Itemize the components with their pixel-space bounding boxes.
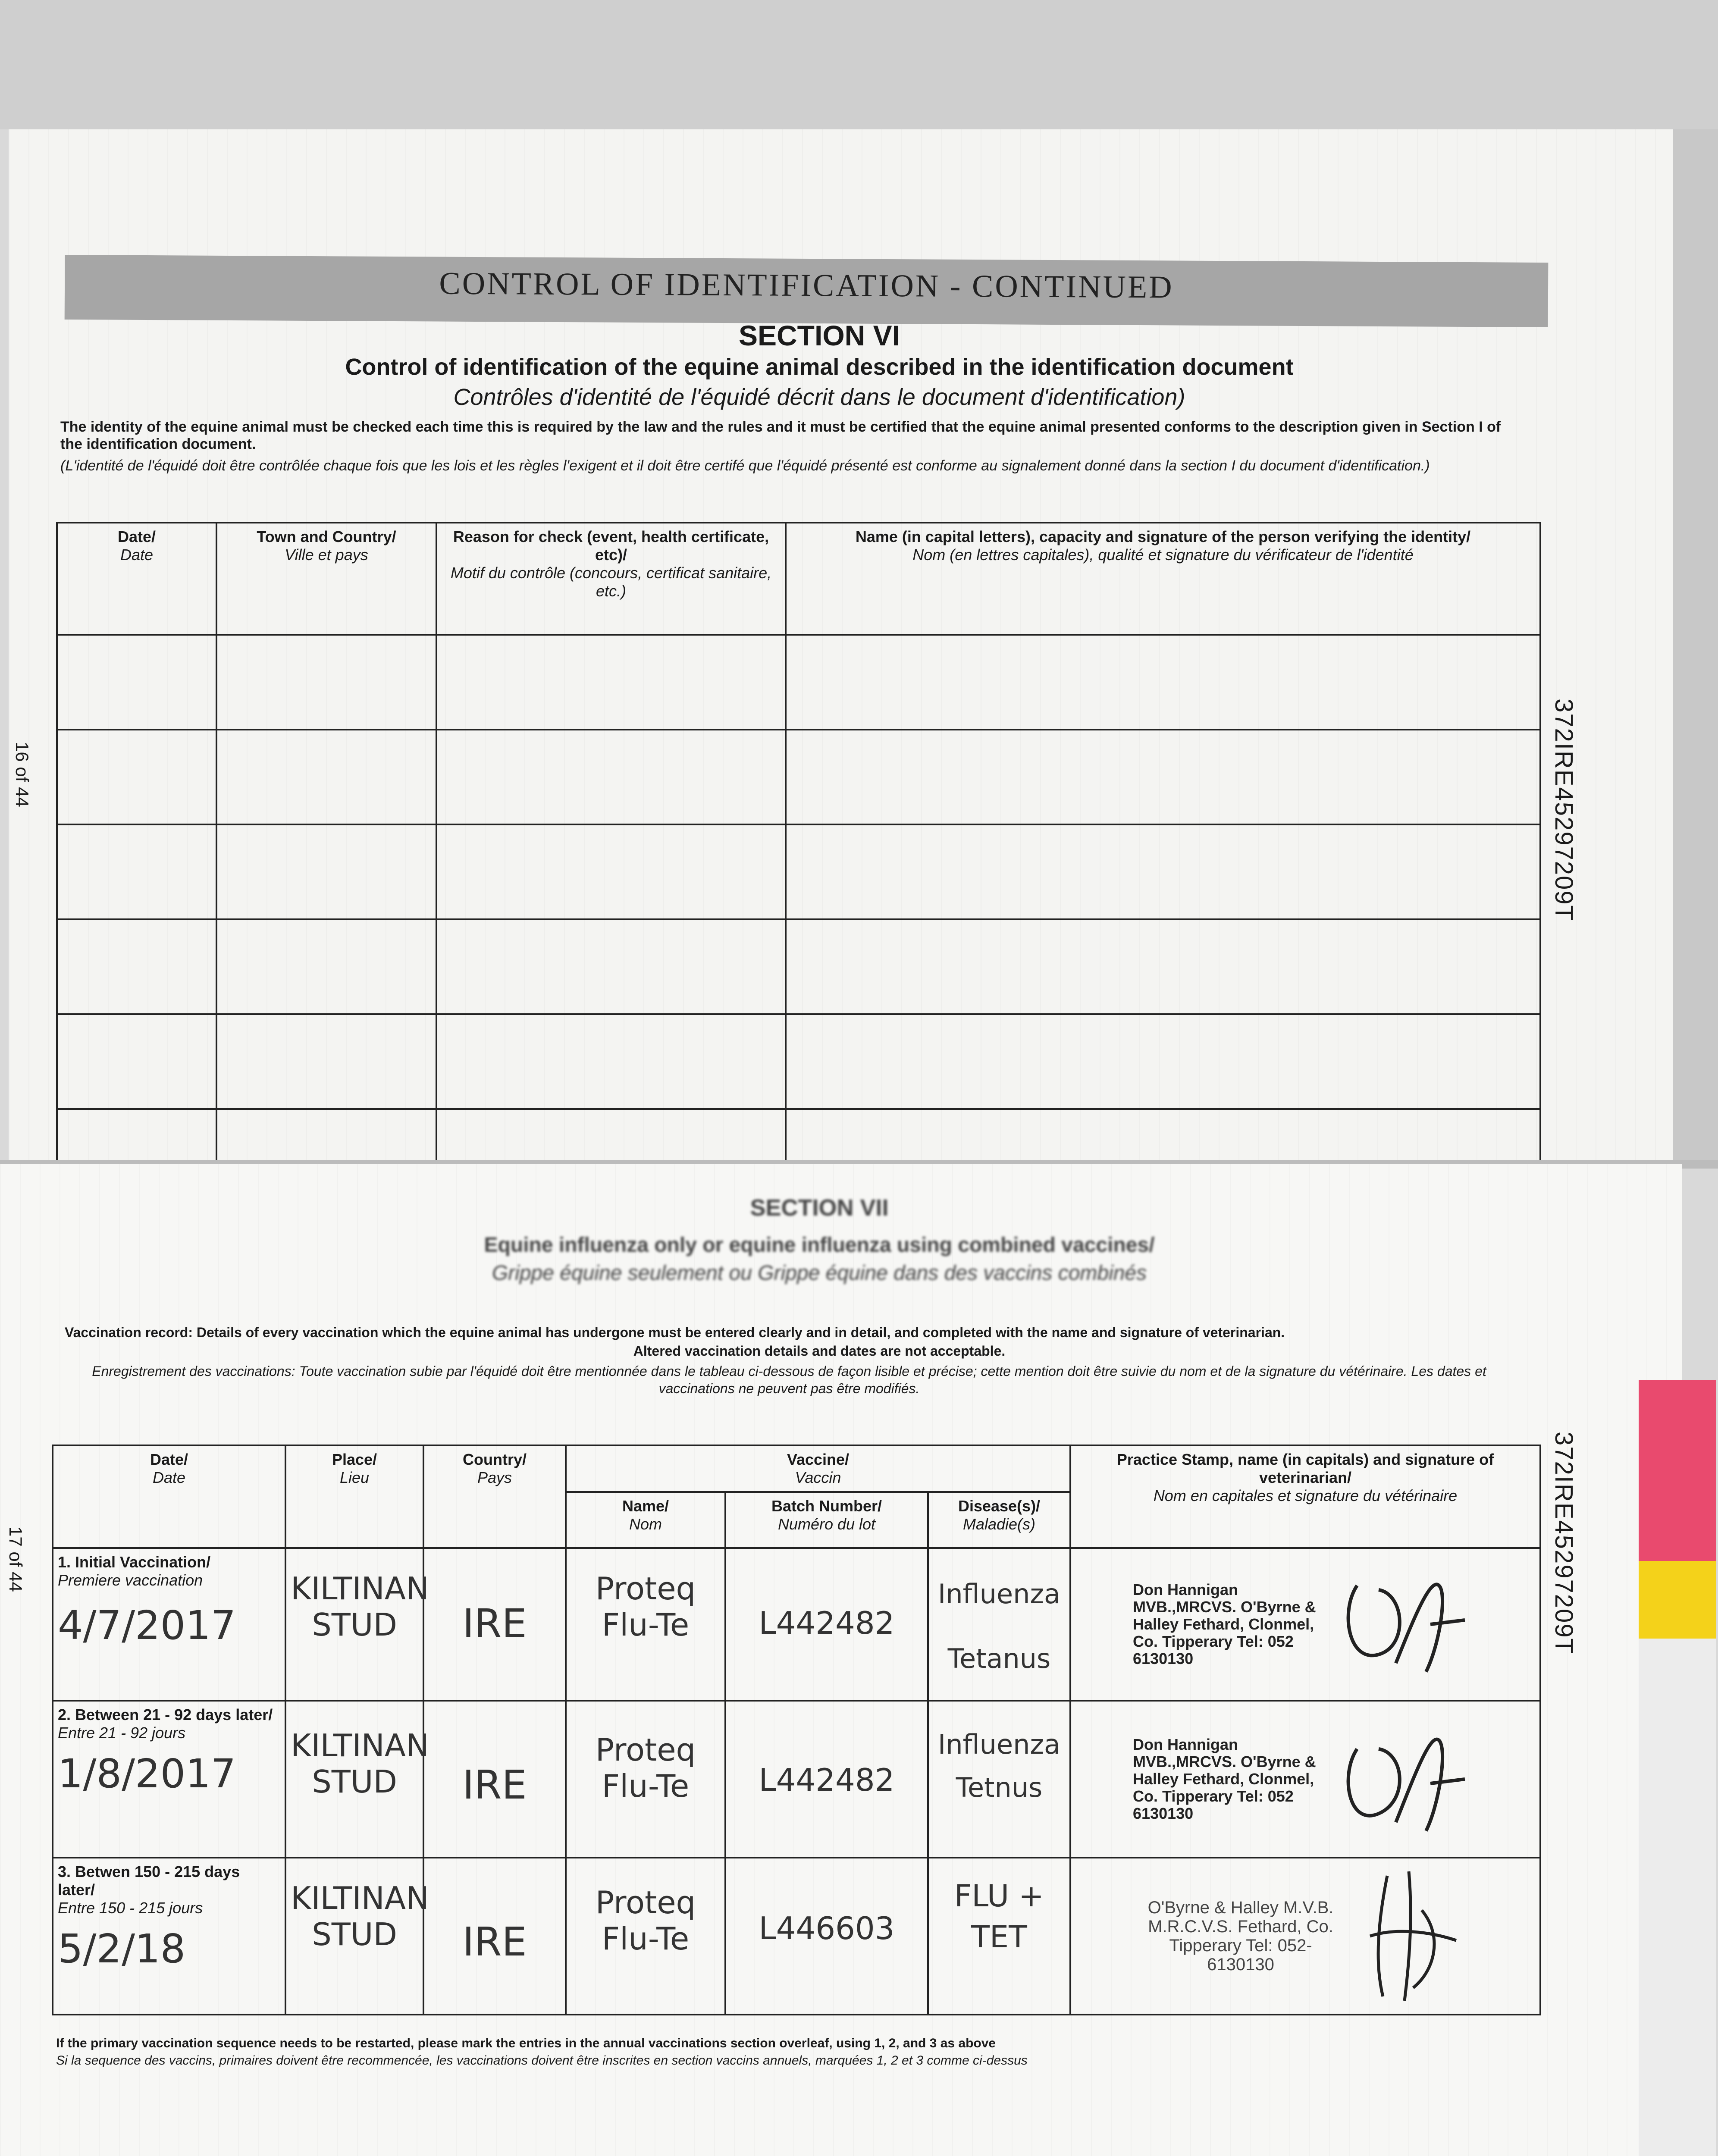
handwritten-batch: L442482 — [725, 1701, 928, 1858]
handwritten-disease: Influenza Tetnus — [928, 1701, 1070, 1858]
passport-number-top: 372IRE45297209T — [1550, 699, 1578, 921]
col-verifier: Name (in capital letters), capacity and signature of the person verifying the identity/ Nom (en lettres capitales), qualité et signature du vérificateur de l'identité — [786, 523, 1540, 635]
white-tab — [1639, 1639, 1716, 2156]
page-number-17: 17 of 44 — [6, 1526, 26, 1592]
col-practice-stamp: Practice Stamp, name (in capitals) and signature of veterinarian/ Nom en capitales et signature du vétérinaire — [1070, 1445, 1540, 1548]
page-number-16: 16 of 44 — [12, 742, 32, 807]
section-7-title: SECTION VII — [750, 1195, 889, 1221]
footnote-fr: Si la sequence des vaccins, primaires doivent être recommencée, les vaccinations doivent être inscrites en section vaccins annuels, marquées 1, 2 et 3 comme ci-dessus — [56, 2053, 1028, 2068]
section-7-subtitle-fr: Grippe équine seulement ou Grippe équine dans des vaccins combinés — [492, 1262, 1147, 1285]
col-vaccine-name: Name/ Nom — [566, 1492, 725, 1548]
row-label: 2. Between 21 - 92 days later/ Entre 21 - 92 jours 1/8/2017 — [53, 1701, 285, 1858]
section-6-subtitle-en: Control of identification of the equine animal described in the identification document — [345, 354, 1294, 380]
handwritten-batch: L442482 — [725, 1548, 928, 1701]
page-edge — [1673, 129, 1718, 1164]
vaccination-table — [52, 1445, 1541, 2015]
yellow-tab — [1639, 1561, 1716, 1639]
practice-stamp: Don Hannigan MVB.,MRCVS. O'Byrne & Halley Fethard, Clonmel, Co. Tipperary Tel: 052 6130130 — [1070, 1548, 1540, 1701]
col-town-country: Town and Country/ Ville et pays — [216, 523, 436, 635]
handwritten-date: 1/8/2017 — [58, 1751, 236, 1797]
handwritten-country: IRE — [423, 1858, 566, 2015]
row-label: 3. Betwen 150 - 215 days later/ Entre 150 - 215 jours 5/2/18 — [53, 1858, 285, 2015]
table-row — [57, 919, 1540, 1014]
section-6-title: SECTION VI — [738, 320, 900, 351]
practice-stamp: Don Hannigan MVB.,MRCVS. O'Byrne & Halley Fethard, Clonmel, Co. Tipperary Tel: 052 6130130 — [1070, 1701, 1540, 1858]
passport-number-bottom: 372IRE45297209T — [1550, 1432, 1578, 1655]
section-6-subtitle-fr: Contrôles d'identité de l'équidé décrit dans le document d'identification) — [453, 384, 1185, 410]
red-tab — [1639, 1380, 1716, 1561]
record-en: Vaccination record: Details of every vaccination which the equine animal has undergone must be entered clearly and in detail, and completed with the name and signature of veterinarian. — [65, 1325, 1285, 1340]
practice-stamp: O'Byrne & Halley M.V.B. M.R.C.V.S. Fethard, Co. Tipperary Tel: 052-6130130 — [1070, 1858, 1540, 2015]
col-date: Date/ Date — [53, 1445, 285, 1548]
table-row — [57, 1014, 1540, 1109]
handwritten-vaccine-name: Proteq Flu-Te — [566, 1548, 725, 1701]
handwritten-vaccine-name: Proteq Flu-Te — [566, 1701, 725, 1858]
footnote-en: If the primary vaccination sequence needs to be restarted, please mark the entries in the annual vaccinations section overleaf, using 1, 2, and 3 as above — [56, 2036, 996, 2050]
handwritten-country: IRE — [423, 1548, 566, 1701]
signature-icon — [1331, 1714, 1478, 1844]
vaccination-row-3 — [53, 1858, 1540, 2015]
handwritten-batch: L446603 — [725, 1858, 928, 2015]
col-batch-number: Batch Number/ Numéro du lot — [725, 1492, 928, 1548]
signature-icon — [1331, 1560, 1478, 1689]
row-label: 1. Initial Vaccination/ Premiere vaccination 4/7/2017 — [53, 1548, 285, 1701]
handwritten-date: 4/7/2017 — [58, 1602, 236, 1648]
handwritten-place: KILTINAN STUD — [285, 1548, 423, 1701]
col-place: Place/ Lieu — [285, 1445, 423, 1548]
table-row — [57, 635, 1540, 730]
handwritten-place: KILTINAN STUD — [285, 1701, 423, 1858]
col-vaccine: Vaccine/ Vaccin — [566, 1445, 1070, 1492]
header-title: CONTROL OF IDENTIFICATION - CONTINUED — [439, 266, 1174, 305]
section-7-subtitle-en: Equine influenza only or equine influenza using combined vaccines/ — [484, 1234, 1155, 1257]
vaccination-row-1 — [53, 1548, 1540, 1701]
vaccination-row-2 — [53, 1701, 1540, 1858]
table-row — [57, 824, 1540, 919]
col-reason: Reason for check (event, health certificate, etc)/ Motif du contrôle (concours, certificat sanitaire, etc.) — [436, 523, 786, 635]
handwritten-vaccine-name: Proteq Flu-Te — [566, 1858, 725, 2015]
col-country: Country/ Pays — [423, 1445, 566, 1548]
handwritten-date: 5/2/18 — [58, 1926, 186, 1972]
instruction-en: The identity of the equine animal must be checked each time this is required by the law and the rules and it must be certified that the equine animal presented conforms to the description given in Section I of the identification document. — [60, 419, 1501, 452]
handwritten-country: IRE — [423, 1701, 566, 1858]
handwritten-disease: FLU + TET — [928, 1858, 1070, 2015]
signature-icon — [1344, 1867, 1473, 2005]
scanner-background — [0, 0, 1718, 129]
record-fr: Enregistrement des vaccinations: Toute vaccination subie par l'équidé doit être mentionnée dans le tableau ci-dessous de façon lisible et précise; cette mention doit être suivie du nom et de la signature du vétérinaire. Les dates et vaccinations ne peuvent pas être modifiés. — [92, 1363, 1486, 1396]
col-date: Date/ Date — [57, 523, 216, 635]
record-en-2: Altered vaccination details and dates are not acceptable. — [633, 1343, 1006, 1359]
handwritten-disease: Influenza Tetanus — [928, 1548, 1070, 1701]
col-disease: Disease(s)/ Maladie(s) — [928, 1492, 1070, 1548]
identification-check-table — [56, 522, 1541, 1196]
table-row — [57, 730, 1540, 824]
handwritten-place: KILTINAN STUD — [285, 1858, 423, 2015]
instruction-fr: (L'identité de l'équidé doit être contrôlée chaque fois que les lois et les règles l'exigent et il doit être certifé que l'équidé présenté est conforme au signalement donné dans la section I du document d'identification.) — [60, 458, 1430, 474]
